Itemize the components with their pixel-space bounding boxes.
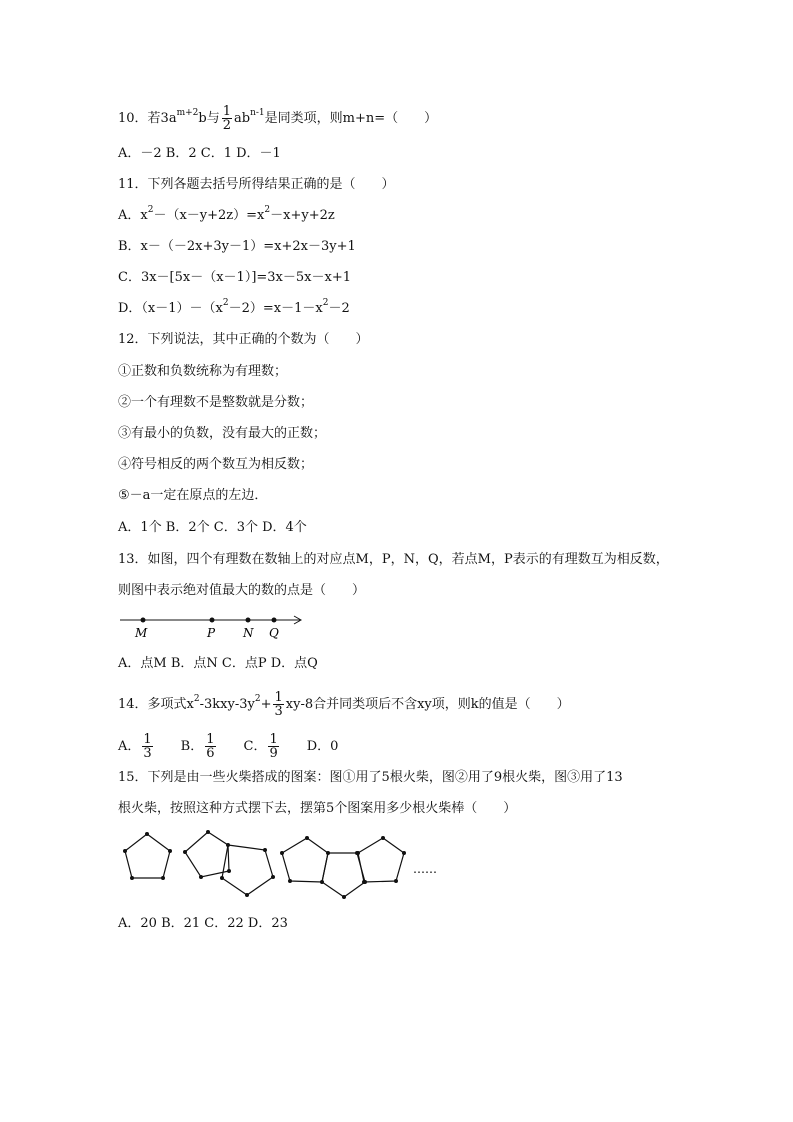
q11-d-exp1: 2 <box>222 298 229 308</box>
q14-fraction <box>273 691 283 718</box>
pentagon-figure-3c <box>358 838 404 882</box>
q14-pre: 14．多项式x <box>118 697 194 712</box>
q10-number: 10．若 <box>118 111 161 126</box>
q14-opt-b-fraction <box>205 733 215 760</box>
q10-fraction-num: 1 <box>222 104 231 119</box>
q14-stem <box>118 691 570 718</box>
q15-stem-line1: 15．下列是由一些火柴搭成的图案：图①用了5根火柴，图②用了9根火柴，图③用了13 <box>118 770 623 785</box>
q14-tail: xy-8合并同类项后不含xy项，则k的值是（ ） <box>285 697 570 712</box>
q11-d-pre: D．（x－1）－（x <box>118 301 223 316</box>
q11-a-exp2: 2 <box>264 205 271 215</box>
q13-stem-line1: 13．如图，四个有理数在数轴上的对应点M，P，N，Q，若点M，P表示的有理数互为相反数， <box>118 552 669 567</box>
q14-fraction-num: 1 <box>274 690 283 705</box>
q14-options <box>118 733 338 760</box>
q14-opt-c-label: C． <box>243 739 267 754</box>
q10-options: A．－2 B．2 C．1 D．－1 <box>118 146 281 161</box>
q12-stem: 12．下列说法，其中正确的个数为（ ） <box>118 332 369 347</box>
q10-b-and: b与 <box>198 111 220 126</box>
number-line-figure <box>118 610 318 642</box>
q14-plus: + <box>260 697 272 712</box>
pentagon-figure-1 <box>125 834 170 878</box>
q12-item-1: ①正数和负数统称为有理数； <box>118 364 288 379</box>
q13-options: A．点M B．点N C．点P D．点Q <box>118 656 318 671</box>
q12-item-2: ②一个有理数不是整数就是分数； <box>118 395 314 410</box>
q14-mid: -3kxy-3y <box>199 697 255 712</box>
q14-opt-a-label: A． <box>118 739 141 754</box>
pattern-continues-ellipsis: …… <box>413 862 437 876</box>
q11-a-pre: A．x <box>118 208 148 223</box>
q11-a-mid: －（x－y+2z）=x <box>153 208 265 223</box>
q15-options: A．20 B．21 C．22 D．23 <box>118 916 288 931</box>
pentagon-figure-3a <box>282 838 328 882</box>
q12-options: A．1个 B．2个 C．3个 D．4个 <box>118 520 307 535</box>
q14-exp1: 2 <box>193 694 200 704</box>
q14-opt-b-num: 1 <box>206 732 215 747</box>
point-n-dot <box>246 618 251 623</box>
pentagon-figure-3b <box>322 853 365 897</box>
q10-term2-exponent: n-1 <box>250 108 265 118</box>
q14-exp2: 2 <box>254 694 261 704</box>
q11-option-c: C．3x－[5x－（x－1）]=3x－5x－x+1 <box>118 270 351 285</box>
q10-term1-base: 3a <box>160 111 177 126</box>
q11-option-d <box>118 298 350 318</box>
q10-term1-exponent: m+2 <box>176 108 199 118</box>
q10-term2-base: ab <box>234 111 251 126</box>
q10-fraction <box>222 105 232 132</box>
q14-opt-b-den: 6 <box>206 746 215 761</box>
point-q-dot <box>272 618 277 623</box>
q10-fraction-den: 2 <box>222 118 231 133</box>
q14-opt-a-fraction <box>142 733 152 760</box>
q11-d-mid: －2）=x－1－x <box>228 301 323 316</box>
q12-item-4: ④符号相反的两个数互为相反数； <box>118 457 314 472</box>
pentagon-figure-2a <box>185 832 229 877</box>
q12-item-3: ③有最小的负数，没有最大的正数； <box>118 426 327 441</box>
point-m-label: M <box>135 626 148 640</box>
q11-stem: 11．下列各题去括号所得结果正确的是（ ） <box>118 177 395 192</box>
point-q-label: Q <box>269 626 279 640</box>
q11-a-post: －x+y+2z <box>270 208 335 223</box>
point-p-label: P <box>207 626 216 640</box>
point-n-label: N <box>243 626 254 640</box>
q14-opt-a-num: 1 <box>143 732 152 747</box>
q10-stem <box>118 105 437 132</box>
q11-a-exp1: 2 <box>147 205 154 215</box>
q14-opt-a-den: 3 <box>143 746 152 761</box>
q14-opt-b-label: B． <box>180 739 204 754</box>
matchstick-pentagons-figure <box>115 825 445 905</box>
q13-stem-line2: 则图中表示绝对值最大的数的点是（ ） <box>118 583 366 598</box>
q10-tail: 是同类项，则m+n=（ ） <box>264 111 438 126</box>
q11-d-exp2: 2 <box>322 298 329 308</box>
q14-fraction-den: 3 <box>274 704 283 719</box>
point-m-dot <box>141 618 146 623</box>
q11-d-post: －2 <box>328 301 350 316</box>
q12-item-5: ⑤－a一定在原点的左边． <box>118 488 268 503</box>
q11-option-b: B．x－（－2x+3y－1）=x+2x－3y+1 <box>118 239 356 254</box>
q14-opt-c-den: 9 <box>269 746 278 761</box>
q14-opt-c-num: 1 <box>269 732 278 747</box>
q11-option-a <box>118 205 335 225</box>
q14-opt-c-fraction <box>268 733 278 760</box>
q14-opt-d-label: D．0 <box>306 739 339 754</box>
point-p-dot <box>210 618 215 623</box>
q15-stem-line2: 根火柴，按照这种方式摆下去，摆第5个图案用多少根火柴棒（ ） <box>118 801 517 816</box>
